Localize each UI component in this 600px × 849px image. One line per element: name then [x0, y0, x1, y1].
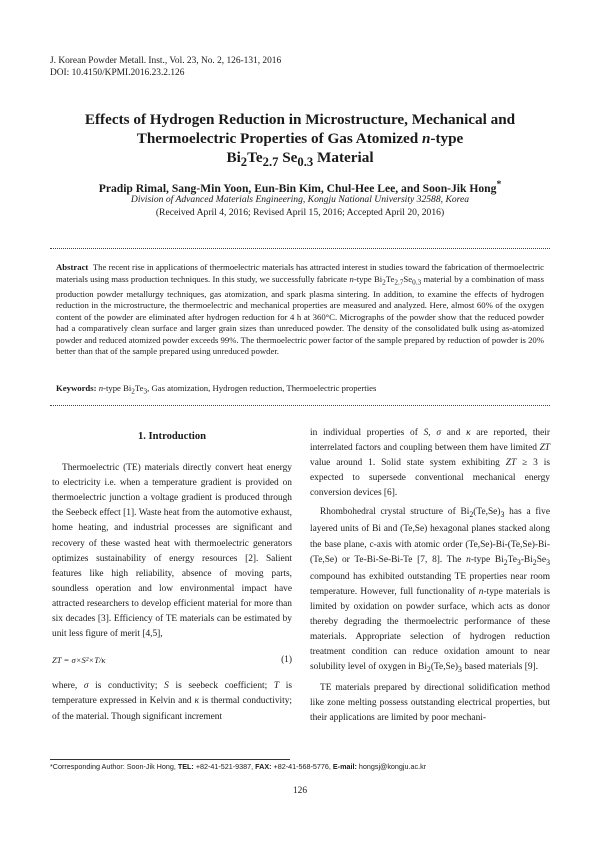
equation-number: (1) [281, 655, 292, 666]
footnote-rule [50, 759, 290, 760]
divider-top [50, 248, 550, 249]
journal-doi: DOI: 10.4150/KPMI.2016.23.2.126 [50, 67, 185, 78]
divider-bottom [50, 405, 550, 406]
intro-paragraph-3: in individual properties of S, σ and κ are reported, their interrelated factors and coupling between them have limited ZT value around 1. Solid state system exhibiting ZT ≥ 3 is expected to supersede conventional mechanical energy conversion devices [6]. [310, 428, 551, 499]
intro-paragraph-2: where, σ is conductivity; S is seebeck coefficient; T is temperature expressed in Kelvin and κ is thermal conductivity; of the material. Though significant increment [52, 681, 293, 722]
left-column [52, 425, 292, 725]
abstract-label: Abstract [56, 262, 89, 272]
title-line-3: $Bi_2Te_{2.7}$ $Se_{0.3}$ Material [226, 149, 374, 170]
intro-paragraph-5: TE materials prepared by directional solidification method like zone melting possess outstanding electrical properties, but their applications are limited by poor mechani- [310, 683, 550, 724]
abstract: Abstract The recent rise in applications of thermoelectric materials has attracted interest in studies toward the fabrication of thermoelectric materials using mass production techniques. In this study, we successfully fabricate n-type $Bi_2Te_{2.7}Se_{0.3}$ material by a combination of mass production powder metallurgy techniques, gas atomization, and spark plasma sintering. In addition, to examine the effects of hydrogen reduction in the microstructure, the thermoelectric and mechanical properties are measured and analyzed. Here, almost 60% of the oxygen content of the powder are eliminated after hydrogen reduction for 4 h at 360°C. Micrographs of the powder show that the reduced powder had a comparatively clean surface and larger grain sizes than unreduced powder. The density of the consolidated bulk using as-atomized powder and reduced atomized powder exceeds 99%. The thermoelectric power factor of the sample prepared by reduction of powder is 20% better than that of the sample prepared using unreduced powder. [56, 262, 544, 357]
author-email: hongsj@kongju.ac.kr [356, 762, 427, 771]
intro-paragraph-1: Thermoelectric (TE) materials directly convert heat energy to electricity i.e. when a temperature gradient is provided on thermoelectric junction a voltage gradient is produced through the Seebeck effect [1]. Waste heat from the automotive exhaust, home heating, and industrial processes are significant and recovery of these wasted heat with thermoelectric generators optimizes sustainability of energy resources [2]. Salient features like high reliability, absence of moving parts, soundless operation and low environmental impact have attracted researchers to develop efficient material for more than six decades [3]. Efficiency of TE materials can be estimated by unit less figure of merit [4,5], [52, 463, 292, 640]
title-line-1: Effects of Hydrogen Reduction in Microstructure, Mechanical and [84, 111, 516, 128]
journal-citation: J. Korean Powder Metall. Inst., Vol. 23, No. 2, 126-131, 2016 [50, 56, 282, 66]
author-list: Pradip Rimal, Sang-Min Yoon, Eun-Bin Kim, Chul-Hee Lee, and Soon-Jik Hong* [98, 179, 502, 195]
received-dates: (Received April 4, 2016; Revised April 15, 2016; Accepted April 20, 2016) [155, 207, 445, 218]
journal-header [50, 56, 281, 79]
keywords: Keywords: n-type $Bi_2Te_3$, Gas atomization, Hydrogen reduction, Thermoelectric properties [56, 383, 377, 396]
equation-1 [52, 653, 292, 668]
section-heading-introduction: 1. Introduction [137, 431, 207, 442]
page-number: 126 [292, 786, 308, 796]
paper-title [40, 110, 560, 172]
keywords-label: Keywords: [56, 383, 97, 393]
corresponding-mark: * [496, 179, 502, 190]
corresponding-author-footnote: *Corresponding Author: Soon-Jik Hong, TEL: +82-41-521-9387, FAX: +82-41-568-5776, E-mail: hongsj@kongju.ac.kr [50, 762, 427, 771]
affiliation: Division of Advanced Materials Engineering, Kongju National University 32588, Korea [130, 194, 470, 205]
title-line-2: Thermoelectric Properties of Gas Atomized n-type [136, 130, 464, 147]
intro-paragraph-4: Rhombohedral crystal structure of $Bi_2(Te,Se)_3$ has a five layered units of Bi and (Te,Se) hexagonal planes stacked along the base plane, c-axis with atomic order (Te,Se)-Bi-(Te,Se)-Bi-(Te,Se) or Te-Bi-Se-Bi-Te [7, 8]. The n-type $Bi_2Te_3-Bi_2Se_3$ compound has exhibited outstanding TE properties near room temperature. However, full functionality of n-type materials is limited by oxidation on powder surface, which acts as donor thereby degrading the thermoelectric performance of these materials. Appropriate selection of hydrogen reduction treatment condition can reduce oxidation amount to near solubility level of oxygen in $Bi_2(Te,Se)_3$ based materials [9]. [310, 507, 551, 675]
right-column [310, 426, 550, 726]
equation-text: ZT = σ×S²×T/κ [52, 655, 106, 666]
